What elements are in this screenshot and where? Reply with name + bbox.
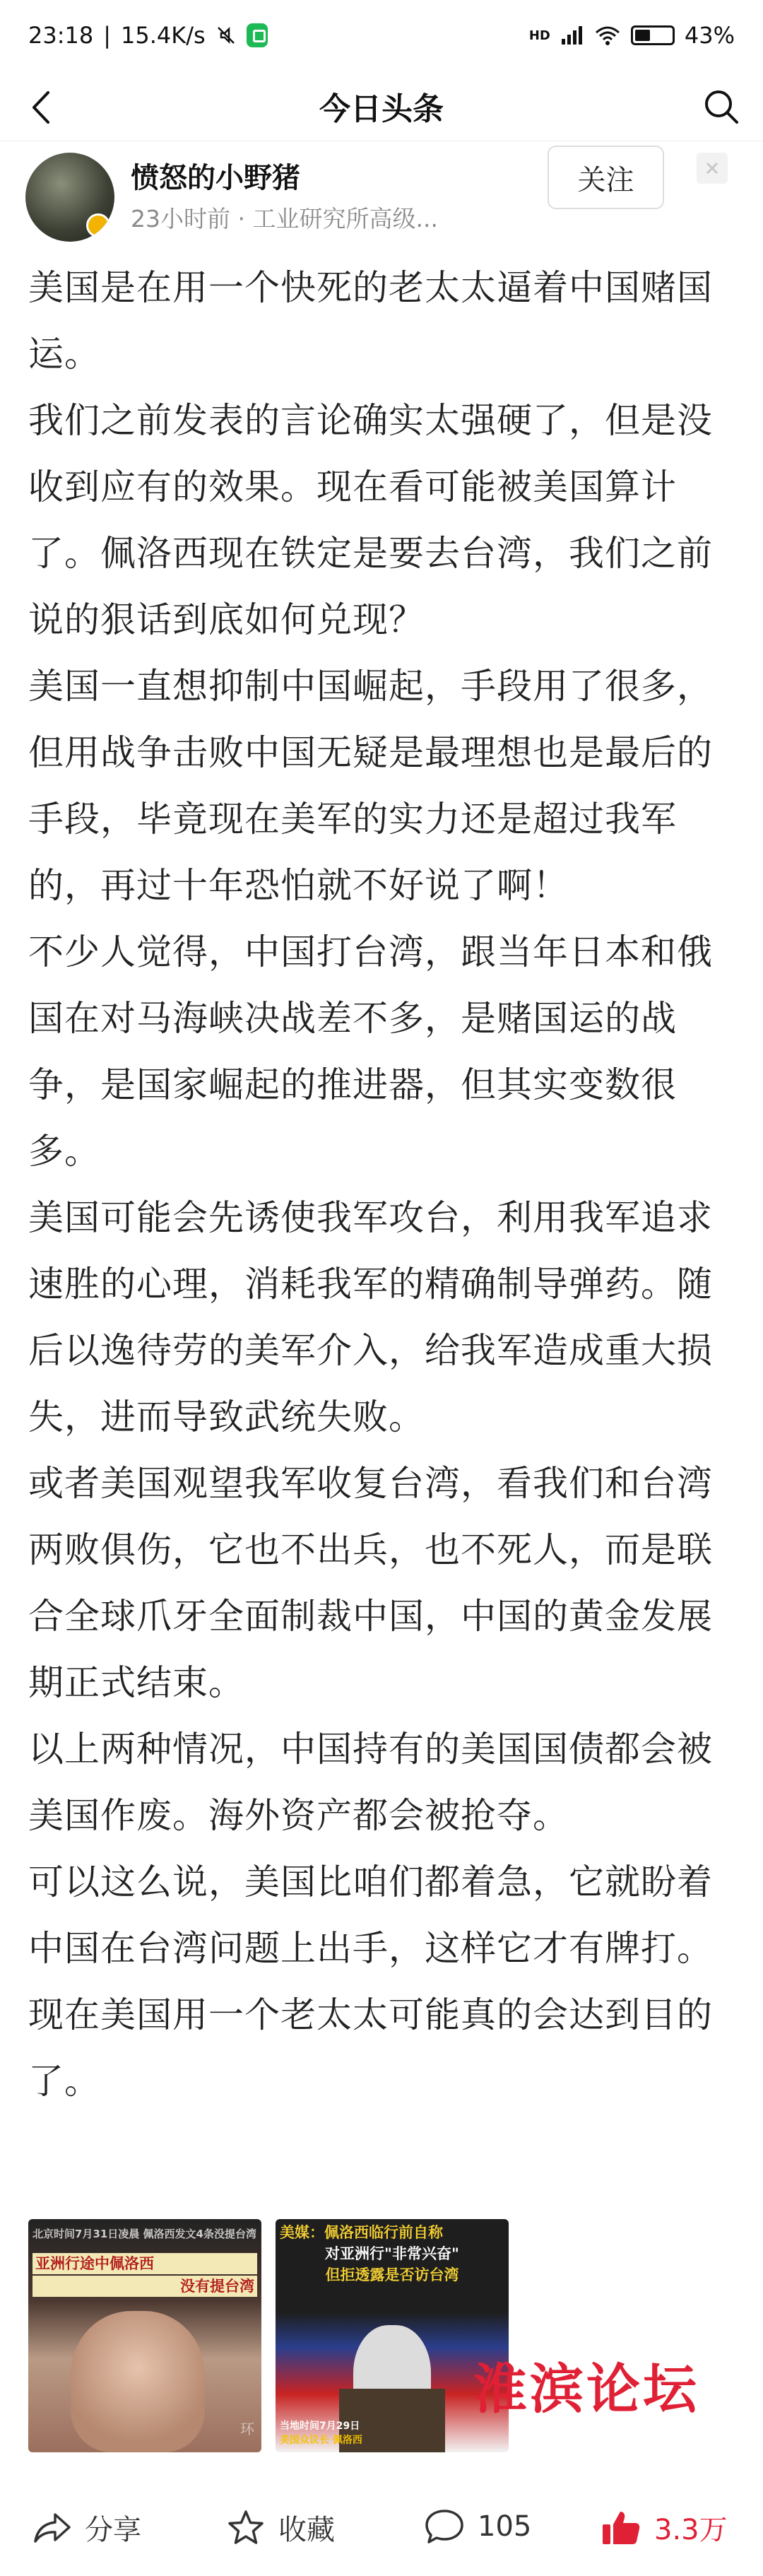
author-name[interactable]: 愤怒的小野猪 bbox=[131, 162, 300, 194]
top-nav-bar bbox=[0, 71, 763, 141]
comment-bubble-icon bbox=[424, 2507, 465, 2546]
share-label: 分享 bbox=[85, 2514, 141, 2546]
status-bar bbox=[0, 0, 763, 71]
forum-watermark: 淮滨论坛 bbox=[473, 2358, 699, 2421]
article-paragraph: 美国一直想抑制中国崛起，手段用了很多，但用战争击败中国无疑是最理想也是最后的手段，毕竟现在美军的实力还是超过我军的，再过十年恐怕就不好说了啊！ bbox=[28, 666, 713, 906]
image-2-nameplate: 美国众议长 佩洛西 bbox=[280, 2435, 362, 2446]
hd-signal-label: HD bbox=[528, 28, 550, 43]
article-paragraph: 可以这么说，美国比咱们都着急，它就盼着中国在台湾问题上出手，这样它才有牌打。现在美国用一个老太太可能真的会达到目的了。 bbox=[28, 1862, 713, 2102]
article-paragraph: 不少人觉得，中国打台湾，跟当年日本和俄国在对马海峡决战差不多，是赌国运的战争，是国家崛起的推进器，但其实变数很多。 bbox=[28, 931, 713, 1172]
image-1-headline: 亚洲行途中佩洛西 bbox=[32, 2253, 257, 2274]
comment-count: 105 bbox=[478, 2510, 532, 2543]
back-button[interactable] bbox=[20, 86, 62, 129]
article-image-1[interactable] bbox=[28, 2219, 261, 2452]
favorite-label: 收藏 bbox=[278, 2514, 335, 2546]
image-2-headline: 美媒：佩洛西临行前自称 bbox=[280, 2224, 443, 2241]
search-icon bbox=[703, 88, 740, 125]
page-title: 今日头条 bbox=[319, 90, 444, 127]
share-icon bbox=[32, 2510, 72, 2546]
article-paragraph: 以上两种情况，中国持有的美国国债都会被美国作废。海外资产都会被抢夺。 bbox=[28, 1729, 713, 1836]
dismiss-button[interactable] bbox=[697, 153, 728, 184]
bottom-action-bar bbox=[0, 2474, 763, 2576]
article-paragraph: 美国可能会先诱使我军攻台，利用我军追求速胜的心理，消耗我军的精确制导弹药。随后以逸待劳的美军介入，给我军造成重大损失，进而导致武统失败。 bbox=[28, 1197, 713, 1437]
wifi-icon bbox=[594, 25, 621, 46]
follow-button[interactable]: 关注 bbox=[548, 146, 664, 209]
article-paragraph: 或者美国观望我军收复台湾，看我们和台湾两败俱伤，它也不出兵，也不死人，而是联合全球爪牙全面制裁中国，中国的黄金发展期正式结束。 bbox=[28, 1463, 713, 1703]
article-body bbox=[28, 254, 738, 2115]
search-button[interactable] bbox=[699, 85, 743, 129]
favorite-button[interactable] bbox=[226, 2507, 335, 2548]
image-1-caption-top: 北京时间7月31日凌晨 佩洛西发文4条没提台湾 bbox=[32, 2228, 256, 2240]
share-button[interactable] bbox=[32, 2507, 141, 2548]
thumbs-up-icon bbox=[601, 2509, 641, 2547]
image-2-subheadline: 对亚洲行"非常兴奋" bbox=[325, 2245, 459, 2262]
status-network-speed: 15.4K/s bbox=[121, 22, 206, 49]
image-2-date: 当地时间7月29日 bbox=[280, 2421, 360, 2432]
chevron-left-icon bbox=[28, 90, 54, 125]
like-count: 3.3万 bbox=[654, 2514, 728, 2546]
security-shield-icon bbox=[247, 23, 268, 47]
avatar[interactable] bbox=[25, 153, 114, 242]
verified-badge-icon bbox=[86, 213, 110, 237]
battery-fill bbox=[635, 30, 651, 41]
image-2-subheadline-2: 但拒透露是否访台湾 bbox=[325, 2266, 459, 2283]
article-paragraph: 我们之前发表的言论确实太强硬了，但是没收到应有的效果。现在看可能被美国算计了。佩洛西现在铁定是要去台湾，我们之前说的狠话到底如何兑现？ bbox=[28, 400, 713, 640]
speaker-face bbox=[71, 2311, 205, 2452]
like-button[interactable] bbox=[601, 2507, 728, 2548]
image-1-corner-mark: 环 bbox=[240, 2421, 254, 2437]
mute-icon bbox=[215, 25, 237, 46]
comment-button[interactable] bbox=[424, 2507, 531, 2546]
status-time: 23:18 bbox=[28, 22, 94, 49]
star-icon bbox=[226, 2509, 266, 2547]
close-icon bbox=[704, 160, 720, 176]
author-meta: 23小时前 · 工业研究所高级... bbox=[131, 205, 438, 233]
battery-percent: 43% bbox=[684, 22, 735, 49]
status-divider: | bbox=[103, 22, 111, 49]
article-paragraph: 美国是在用一个快死的老太太逼着中国赌国运。 bbox=[28, 267, 713, 375]
battery-icon bbox=[631, 25, 675, 45]
image-1-subheadline: 没有提台湾 bbox=[32, 2276, 257, 2297]
cellular-signal-icon bbox=[560, 25, 584, 46]
